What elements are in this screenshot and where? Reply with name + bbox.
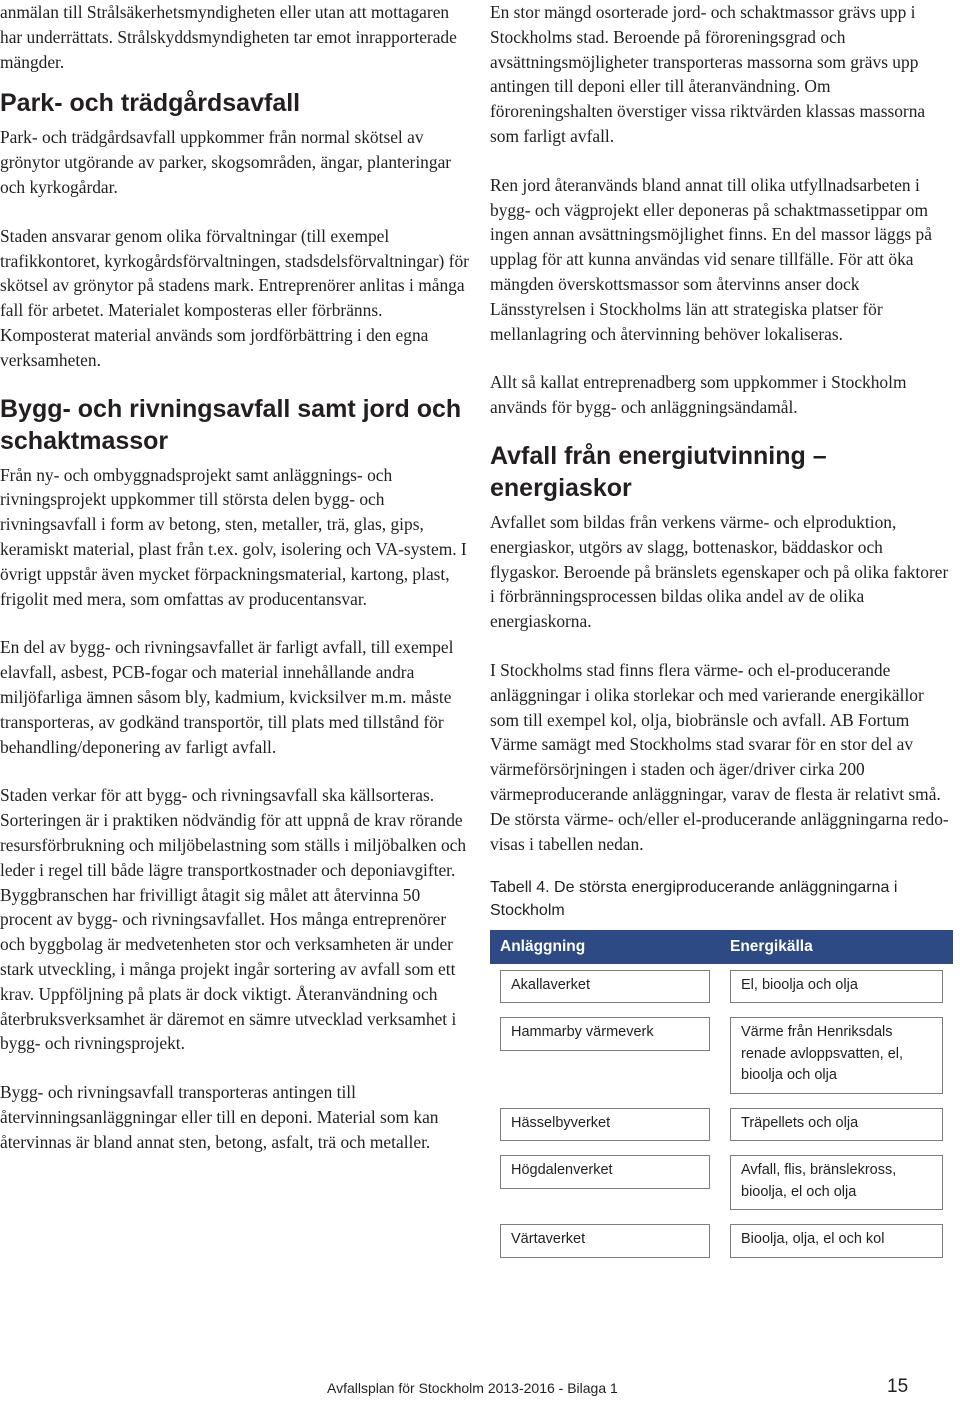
- table-cell-facility: Hammarby värmeverk: [500, 1017, 710, 1051]
- table-cell-facility: Akallaverket: [500, 970, 710, 1004]
- table-row: [490, 964, 953, 1012]
- heading-energi: Avfall från energiutvinning – energiaskor: [490, 441, 827, 502]
- table-row: [490, 1218, 953, 1266]
- right-paragraph-5: I Stockholms stad finns flera värme- och el-producerande anläggningar i olika storlekar och med varierande energikällor som till exempel kol, olja, biobränsle och avfall. AB Fortum Värme samägt med Stockholms stad svarar för en stor del av värmeförsörjningen i staden och äger/driver cirka 200 värmeproducerande anläggningar, varav de flesta är relativt små. De största värme- och/eller el-producerande anläggningarna redovisas i tabellen nedan.: [490, 659, 949, 854]
- table-cell: [720, 964, 953, 1012]
- table-header-facility: Anläggning: [490, 930, 720, 964]
- table-cell: [490, 964, 720, 1012]
- bygg-paragraph-1: Från ny- och ombyggnadsprojekt samt anläggnings- och rivningsprojekt uppkommer till största delen bygg- och rivningsavfall i form av betong, sten, metaller, trä, glas, gips, keramiskt material, plast från t.ex. golv, isolering och VA-system. I övrigt uppstår även mycket förpackningsmaterial, kartong, plast, frigolit med mera, som omfattas av producentansvar.: [0, 464, 467, 609]
- right-paragraph-1: En stor mängd osorterade jord- och schaktmassor grävs upp i Stockholms stad. Beroende på föroreningsgrad och avsättningsmöjligheter transporteras massorna som grävs upp antingen till deponi eller till återanvändning. Om föroreningshalten överstiger vissa riktvärden klassas massorna som farligt avfall.: [490, 2, 926, 146]
- table-cell-facility: Hässelbyverket: [500, 1108, 710, 1142]
- table-header-row: [490, 930, 953, 964]
- table-row: [490, 1149, 953, 1218]
- table-cell: [720, 1011, 953, 1102]
- right-column: [490, 0, 955, 1266]
- table-cell: [720, 1102, 953, 1150]
- heading-bygg: Bygg- och rivningsavfall samt jord och schaktmassor: [0, 394, 462, 455]
- table-cell-facility: Värtaverket: [500, 1224, 710, 1258]
- intro-paragraph: anmälan till Strålsäkerhetsmyndigheten eller utan att mottagaren har underrättats. Strålskyddsmyndigheten tar emot inrapporterade mängder.: [0, 2, 457, 72]
- bygg-paragraph-3: Staden verkar för att bygg- och rivningsavfall ska källsorteras. Sorteringen är i praktiken nödvändig för att uppnå de krav rörande resursförbrukning och miljöbelastning som ställs i miljöbalken och leder i regel till både lägre transportkostnader och deponiavgifter. Byggbranschen har frivilligt åtagit sig målet att återvinna 50 procent av bygg- och rivningsavfallet. Hos många entreprenörer och byggbolag är medvetenheten stor och verksamheten är under stark utveckling, i många projekt ingår sortering av avfall som ett krav. Uppföljning på plats är dock viktigt. Återanvändning och återbruksverksamhet är däremot en sämre utvecklad verksamhet i bygg- och rivningsprojekt.: [0, 785, 467, 1054]
- right-paragraph-2: Ren jord återanvänds bland annat till olika utfyllnadsarbeten i bygg- och vägprojekt eller deponeras på schaktmassetippar om ingen annan avsättningsmöjlighet finns. En del massor läggs på upplag för att kunna användas vid senare tillfälle. För att öka mängden överskottsmassor som återvinns anser dock Länsstyrelsen i Stockholms län att strategiska platser för mellanlagring och återvinning behöver lokaliseras.: [490, 174, 932, 344]
- table-cell-energy: Träpellets och olja: [730, 1108, 943, 1142]
- energy-table: [490, 930, 953, 1266]
- table-cell: [720, 1149, 953, 1218]
- table-cell-energy: El, bioolja och olja: [730, 970, 943, 1004]
- table-cell: [490, 1102, 720, 1150]
- bygg-paragraph-2: En del av bygg- och rivningsavfallet är farligt avfall, till exempel elavfall, asbest, PCB-fogar och material innehållande andra miljöfarliga ämnen såsom bly, kadmium, kvicksilver m.m. måste transporteras, av godkänd transportör, till plats med tillstånd för behandling/deponering av farligt avfall.: [0, 637, 454, 757]
- table-row: [490, 1102, 953, 1150]
- right-paragraph-4: Avfallet som bildas från verkens värme- och elproduktion, energiaskor, utgörs av slagg, bottenaskor, bäddaskor och flygaskor. Beroende på bränslets egenskaper och på olika faktorer i förbränningsprocessen bildas olika andel av de olika energiaskorna.: [490, 511, 949, 632]
- footer-title: Avfallsplan för Stockholm 2013-2016 - Bilaga 1: [327, 1380, 618, 1396]
- page-number: 15: [887, 1376, 909, 1397]
- left-column: [0, 0, 470, 1154]
- table-cell: [720, 1218, 953, 1266]
- heading-park: Park- och trädgårdsavfall: [0, 89, 301, 118]
- table-cell: [490, 1218, 720, 1266]
- right-paragraph-3: Allt så kallat entreprenadberg som uppkommer i Stockholm används för bygg- och anläggningsändamål.: [490, 372, 907, 418]
- table-cell: [490, 1149, 720, 1218]
- table-cell-facility: Högdalenverket: [500, 1155, 710, 1189]
- park-paragraph-2: Staden ansvarar genom olika förvaltningar (till exempel trafikkontoret, kyrkogårdsförvaltningen, stadsdelsförvaltningar) för skötsel av grönytor på stadens mark. Entreprenörer anlitas i många fall för arbetet. Materialet komposteras eller förbränns. Komposterat material används som jordförbättring i den egna verksamheten.: [0, 225, 469, 370]
- table-row: [490, 1011, 953, 1102]
- table-cell-energy: Avfall, flis, bränslekross, bioolja, el och olja: [730, 1155, 943, 1210]
- park-paragraph-1: Park- och trädgårdsavfall uppkommer från normal skötsel av grönytor utgörande av parker, skogsområden, ängar, planteringar och kyrkogårdar.: [0, 127, 452, 197]
- table-cell-energy: Värme från Henriksdals renade avloppsvatten, el, bioolja och olja: [730, 1017, 943, 1094]
- table-header-energy: Energikälla: [720, 930, 953, 964]
- table-caption: Tabell 4. De största energiproducerande anläggningarna i Stockholm: [490, 879, 898, 920]
- table-cell: [490, 1011, 720, 1102]
- table-cell-energy: Bioolja, olja, el och kol: [730, 1224, 943, 1258]
- bygg-paragraph-4: Bygg- och rivningsavfall transporteras antingen till återvinningsanläggningar eller till en deponi. Material som kan återvinnas är bland annat sten, betong, asfalt, trä och metaller.: [0, 1082, 439, 1152]
